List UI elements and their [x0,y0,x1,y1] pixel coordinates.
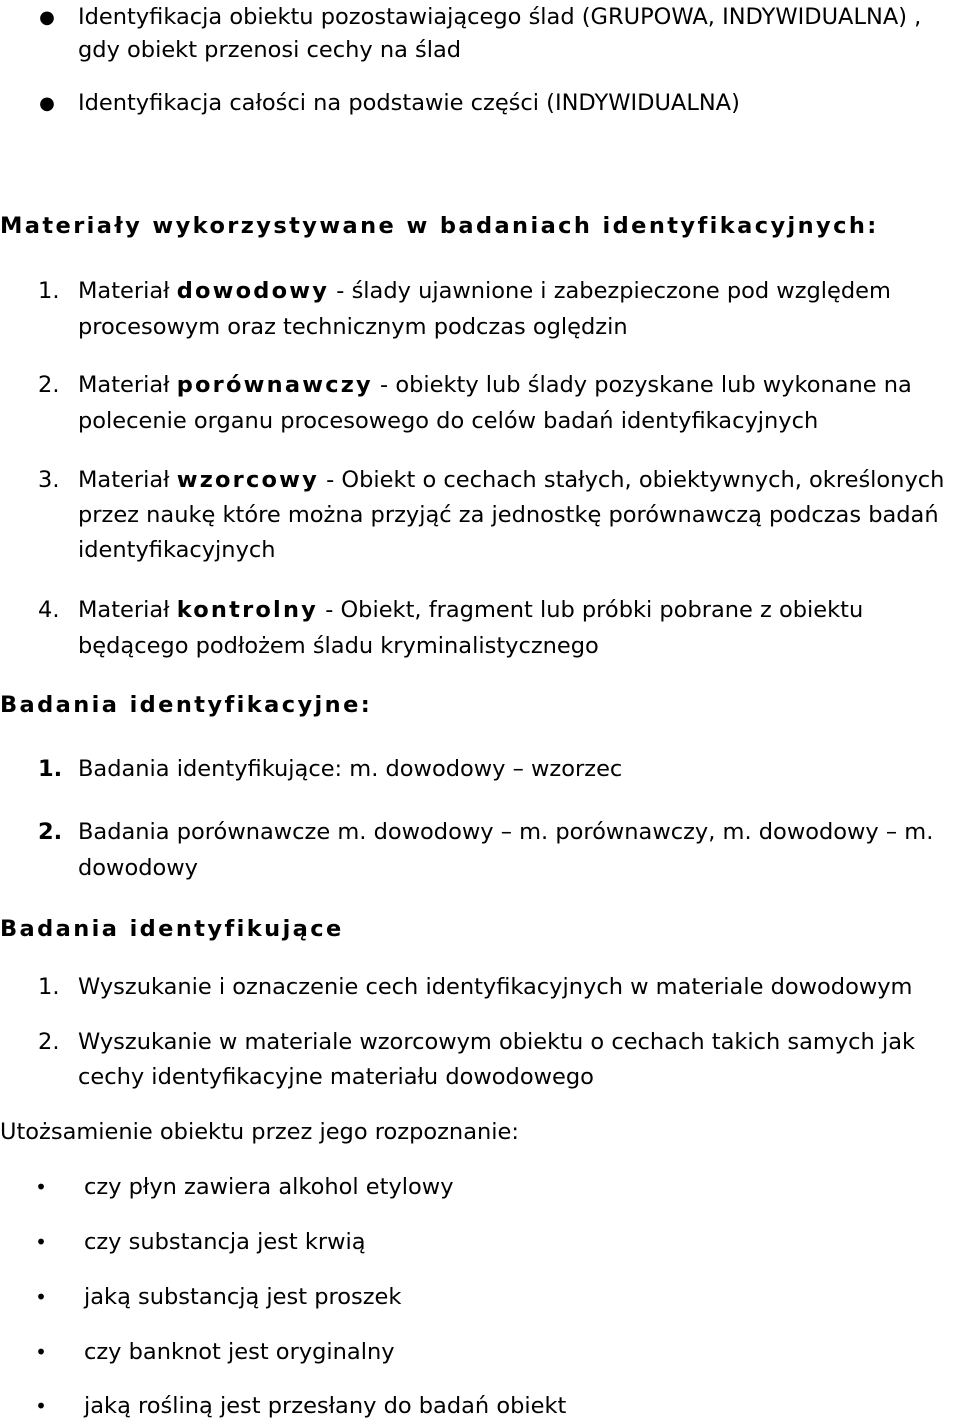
rozpoznanie-item-text: czy płyn zawiera alkohol etylowy [84,1174,454,1200]
item-number: 2. [38,819,63,845]
identyfikujace-item-1-text: Wyszukanie i oznaczenie cech identyfikacyjnych w materiale dowodowym [78,974,913,1000]
material-term: dowodowy [176,278,330,304]
item-number: 4. [38,597,60,623]
rozpoznanie-item-text: czy substancja jest krwią [84,1229,366,1255]
intro-bullet-1-line1: Identyfikacja obiektu pozostawiającego ślad (GRUPOWA, INDYWIDUALNA) , [78,4,922,30]
intro-bullet-2-text: Identyfikacja całości na podstawie części (INDYWIDUALNA) [78,90,740,116]
badania-item-1-text: Badania identyfikujące: m. dowodowy – wzorzec [78,756,623,782]
identyfikujace-heading: Badania identyfikujące [0,916,344,942]
material-item-2-line2: polecenie organu procesowego do celów badań identyfikacyjnych [78,408,819,434]
intro-bullet-1-line2: gdy obiekt przenosi cechy na ślad [78,37,462,63]
bullet-icon: ● [39,7,55,28]
bullet-icon: • [35,1340,47,1364]
material-item-3-line3: identyfikacyjnych [78,537,276,563]
rozpoznanie-item-text: jaką substancją jest proszek [84,1284,402,1310]
material-item-2-line1 [78,368,958,403]
material-item-3-line2: przez naukę które można przyjąć za jednostkę porównawczą podczas badań [78,502,939,528]
bullet-icon: • [35,1394,47,1418]
materials-heading: Materiały wykorzystywane w badaniach identyfikacyjnych: [0,213,879,239]
material-item-1-line2: procesowym oraz technicznym podczas oględzin [78,314,628,340]
material-prefix: Materiał [78,372,177,398]
material-item-1-line1 [78,274,958,309]
material-item-4-line2: będącego podłożem śladu kryminalistycznego [78,633,599,659]
identyfikujace-item-2-line1: Wyszukanie w materiale wzorcowym obiektu o cechach takich samych jak [78,1029,916,1055]
material-item-4-line1 [78,593,958,628]
rozpoznanie-item-text: jaką rośliną jest przesłany do badań obiekt [84,1393,567,1419]
material-description: - Obiekt o cechach stałych, obiektywnych, określonych [319,467,945,493]
item-number: 2. [38,1029,60,1055]
material-term: wzorcowy [176,467,319,493]
item-number: 1. [38,756,63,782]
item-number: 3. [38,467,60,493]
item-number: 1. [38,278,60,304]
material-description: - obiekty lub ślady pozyskane lub wykonane na [372,372,912,398]
material-prefix: Materiał [78,597,177,623]
material-prefix: Materiał [78,467,177,493]
material-description: - ślady ujawnione i zabezpieczone pod względem [329,278,891,304]
identyfikujace-item-2-line2: cechy identyfikacyjne materiału dowodowego [78,1064,594,1090]
material-term: porównawczy [176,372,373,398]
material-description: - Obiekt, fragment lub próbki pobrane z obiektu [318,597,864,623]
rozpoznanie-item-text: czy banknot jest oryginalny [84,1339,395,1365]
item-number: 1. [38,974,60,1000]
bullet-icon: • [35,1175,47,1199]
badania-heading: Badania identyfikacyjne: [0,692,373,718]
bullet-icon: ● [39,93,55,114]
item-number: 2. [38,372,60,398]
material-prefix: Materiał [78,278,177,304]
rozpoznanie-heading: Utożsamienie obiektu przez jego rozpoznanie: [0,1119,519,1145]
material-item-3-line1 [78,463,958,498]
badania-item-2-line2: dowodowy [78,855,198,881]
badania-item-2-line1: Badania porównawcze m. dowodowy – m. porównawczy, m. dowodowy – m. [78,819,934,845]
bullet-icon: • [35,1230,47,1254]
bullet-icon: • [35,1285,47,1309]
material-term: kontrolny [176,597,319,623]
